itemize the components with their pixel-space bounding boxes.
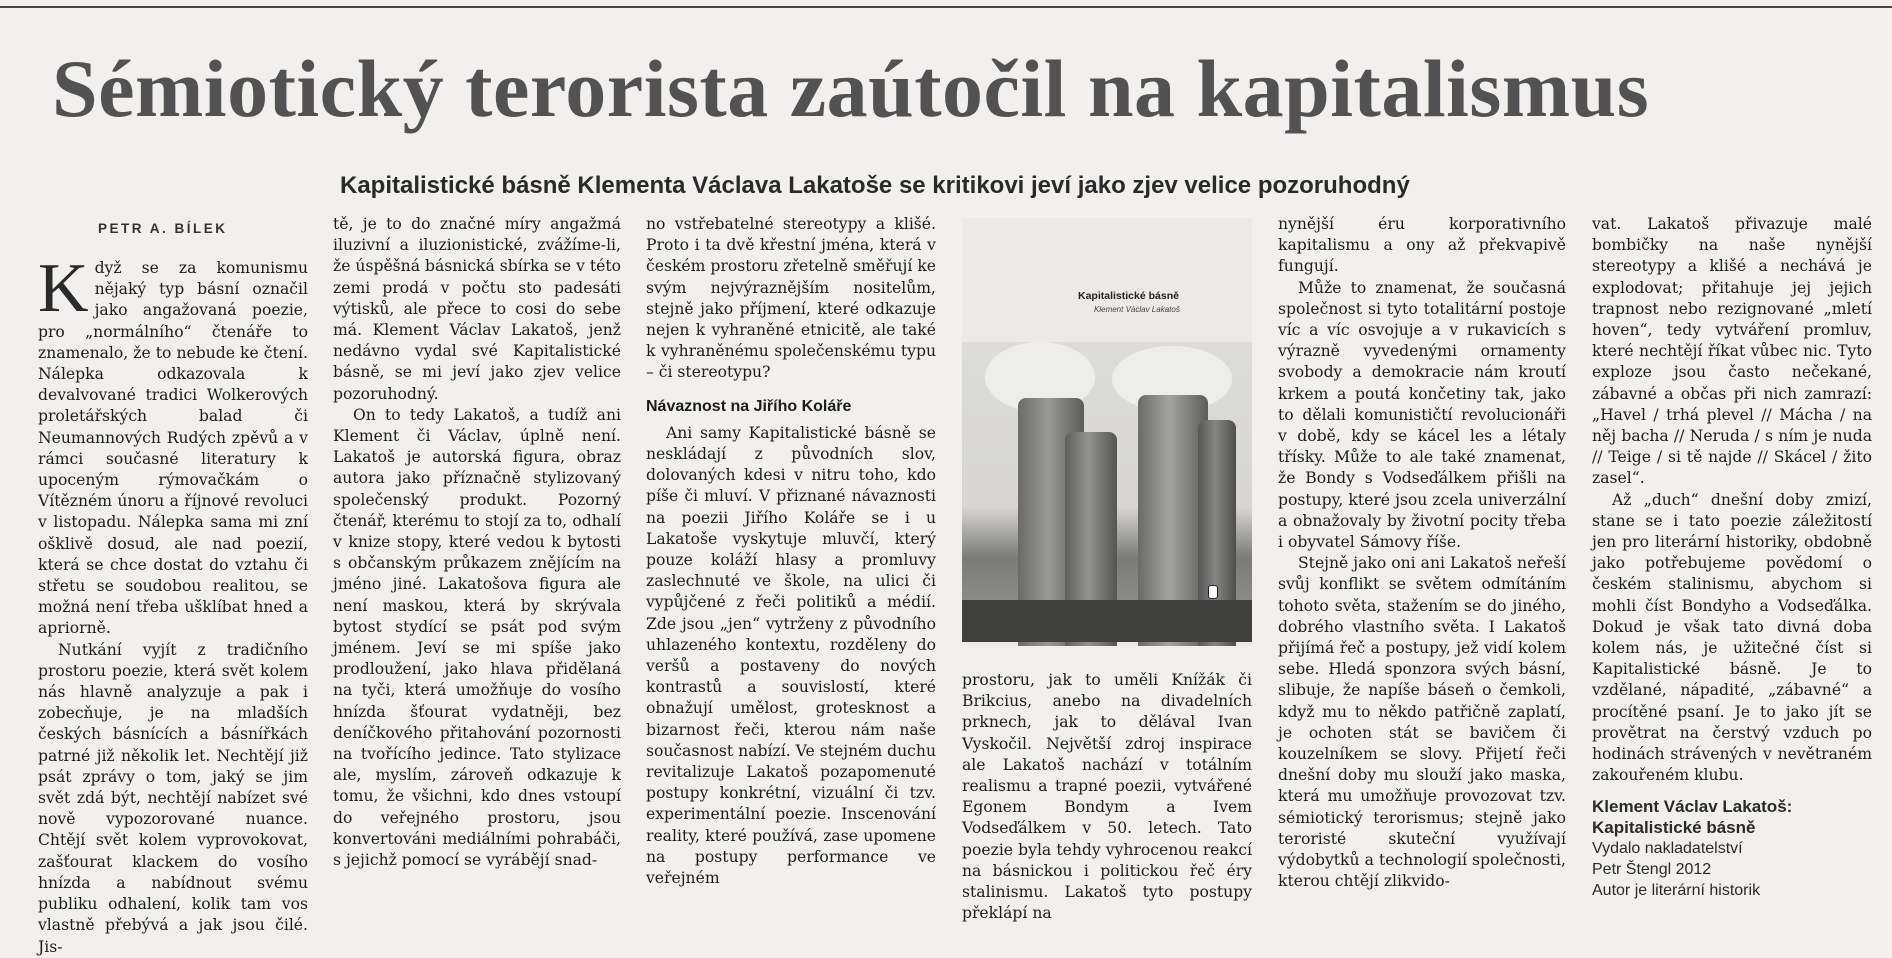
book-info-publisher-name: Petr Štengl 2012 xyxy=(1592,861,1712,878)
paragraph: no vstřebatelné stereotypy a klišé. Proto i ta dvě křestní jména, která v českém prostoru zřetelně směřují ke svým nejvýraznějším nositelům, stejně jako příjmení, které odkazuje nejen k vyhraněné etnicitě, ale také k vyhraněnému společenskému typu – či stereotypu? xyxy=(646,215,936,382)
book-cover-author: Klement Václav Lakatoš xyxy=(1094,305,1180,314)
article-column-5 xyxy=(1278,214,1566,926)
paragraph-text: dyž se za komunismu nějaký typ básní označil jako angažovaná poezie, pro „normálního“ čtenáře to znamenalo, že to nebude ke čtení. Nálepka odkazovala k devalvované tradici Wolkerových proletářských balad či Neumannových Rudých zpěvů a v rámci současné literatury k upoceným rýmovačkám o Vítězném únoru a říjnové revoluci v listopadu. Nálepka sama mi zní ošklivě dosud, ale nad poezií, která se chce dostat do vztahu či střetu se soudobou realitou, se možná není třeba ušklíbat hned a apriorně. xyxy=(38,259,308,638)
article-column-1 xyxy=(38,250,308,956)
paragraph: On to tedy Lakatoš, a tudíž ani Klement či Václav, úplně není. Lakatoš je autorská figura, obraz autora jako příznačně stylizovaný společenský produkt. Pozorný čtenář, kterému to stojí za to, odhalí v knize stopy, které vedou k bytosti s občanským průkazem znějícím na jméno jiné. Lakatošova figura ale není maskou, která by skrývala bytost stydící se psát pod svým jménem. Jeví se mi spíše jako prodloužení, jako hlava přidělaná na tyči, která umožňuje do vosího hnízda šťourat vydatněji, bez deníčkového přitahování pozornosti na tvořícího jedince. Tato stylizace ale, myslím, zároveň odkazuje k tomu, že všichni, kdo dnes vstoupí do veřejného prostoru, jsou konvertováni mediálními pohrabáči, s jejichž pomocí se vyrábějí snad- xyxy=(333,405,621,870)
book-info-box xyxy=(1592,796,1882,901)
article-column-2 xyxy=(333,214,621,926)
paragraph: tě, je to do značné míry angažmá iluzivní a iluzionistické, zvážíme-li, že úspěšná básnická sbírka se v této zemi prodá v počtu sto padesáti výtisků, ale přece to cosi do sebe má. Klement Václav Lakatoš, jenž nedávno vydal své Kapitalistické básně, se mi jeví jako zjev velice pozoruhodný. xyxy=(333,215,621,403)
subheadline: Kapitalistické básně Klementa Václava Lakatoše se kritikovi jeví jako zjev velice pozoruhodný xyxy=(340,172,1410,199)
headline: Sémiotický terorista zaútočil na kapitalismus xyxy=(52,43,1650,134)
paragraph: nynější éru korporativního kapitalismu a ony až překvapivě fungují. xyxy=(1278,215,1566,276)
paragraph: prostoru, jak to uměli Knížák či Brikcius, anebo na divadelních prknech, jak to dělával Ivan Vyskočil. Největší zdroj inspirace ale Lakatoš nachází v totálním realismu a trapné poezii, vytvářené Egonem Bondym a Ivem Vodseďálkem v 50. letech. Tato poezie byla tehdy vyhrocenou reakcí na básnickou i politickou řeč éry stalinismu. Lakatoš tyto postupy překlápí na xyxy=(962,671,1252,923)
paragraph: Nutkání vyjít z tradičního prostoru poezie, která svět kolem nás hlavně analyzuje a pak i zobecňuje, je na mladších českých básnících a básnířkách patrné již několik let. Nechtějí již psát zprávy o tom, jaký se jim svět zdá být, nechtějí nabízet své nově vypozorované nuance. Chtějí svět kolem vyprovokovat, zašťourat klackem do vosího hnízda a nabídnout svému publiku odhalení, kolik tam vos vlastně přebývá a jak jsou čilé. Jis- xyxy=(38,640,308,956)
book-info-publisher: Vydalo nakladatelství xyxy=(1592,840,1743,857)
section-heading: Návaznost na Jiřího Koláře xyxy=(646,397,852,415)
author-byline: PETR A. BÍLEK xyxy=(98,221,228,236)
paragraph: Až „duch“ dnešní doby zmizí, stane se i tato poezie záležitostí jen pro literární historiky, obdobně jako potřebujeme povědomí o českém stalinismu, abychom si mohli číst Bondyho a Vodseďálka. Dokud je však tato divná doba kolem nás, je užitečné číst si Kapitalistické básně. Je to vzdělané, nápadité, „zábavné“ a procítěné psaní. Je to jako jít se provětrat na čerstvý vzduch po hodinách strávených v nevětraném zakouřeném klubu. xyxy=(1592,490,1872,785)
book-info-title: Kapitalistické básně xyxy=(1592,818,1756,837)
article-column-4 xyxy=(962,670,1252,926)
ground xyxy=(962,600,1252,642)
paragraph: Může to znamenat, že současná společnost si tyto totalitární postoje víc a víc osvojuje a v rukavicích s výrazně vyvedenými ornamenty svobody a demokracie nám kroutí krkem a poutá končetiny tak, jako to dělali komunističtí revolucionáři v době, kdy se kácel les a létaly třísky. Může to ale také znamenat, že Bondy s Vodseďálkem přišli na postupy, které jsou zcela univerzální a obnažovaly by životní pocity třeba i obyvatel Sámovy říše. xyxy=(1278,278,1566,552)
paragraph: Ani samy Kapitalistické básně se neskládají z původních slov, dolovaných kdesi v nitru toho, kdo píše či mluví. V přiznané návaznosti na poezii Jiřího Koláře se i u Lakatoše vyskytuje mluvčí, který pouze koláží hlasy a promluvy zaslechnuté ve škole, na ulici či vypůjčené z řeči politiků a médií. Zde jsou „jen“ vytrženy z původního uhlazeného kontextu, rozděleny do veršů a postaveny do nových kontrastů a souvislostí, které obnažují umělost, grotesknost a bizarnost řeči, kterou nám naše současnost nabízí. Ve stejném duchu revitalizuje Lakatoš pozapomenuté postupy konkrétní, vizuální či tzv. experimentální poezie. Inscenování reality, které používá, zase upomene na postupy performance ve veřejném xyxy=(646,423,936,888)
book-info-author: Klement Václav Lakatoš: xyxy=(1592,797,1793,816)
paragraph: Stejně jako oni ani Lakatoš neřeší svůj konflikt se světem odmítáním tohoto světa, stažením se do jiného, dobrého vlastního světa. I Lakatoš přijímá řeč a postupy, jež vidí kolem sebe. Hledá sponzora svých básní, slibuje, že napíše báseň o čemkoli, když mu to někdo patřičně zaplatí, je ochoten stát se bavičem či kouzelníkem se slovy. Přijetí řeči dnešní doby mu slouží jako maska, která mu umožňuje provozovat tzv. sémiotický terorismus; stejně jako teroristé skuteční využívají výdobytků a technologií společnosti, kterou chtějí zlikvido- xyxy=(1278,554,1566,891)
drop-cap: K xyxy=(38,250,89,327)
publisher-logo-icon xyxy=(1208,585,1218,599)
top-rule xyxy=(0,6,1892,8)
book-info-about-author: Autor je literární historik xyxy=(1592,882,1761,899)
article-column-3 xyxy=(646,214,936,926)
paragraph xyxy=(38,250,308,640)
book-cover-title: Kapitalistické básně xyxy=(1078,290,1179,302)
paragraph: vat. Lakatoš přivazuje malé bombičky na naše nynější stereotypy a klišé a nechává je explodovat; přitahuje jej jejich trapnost nebo rezignované „mletí hoven“, tedy vytváření promluv, které nechtějí říkat vůbec nic. Tyto exploze jsou často nečekané, zábavné a občas při nich zamrazí: „Havel / trhá plevel // Mácha / na něj bacha // Neruda / s ním je nuda // Teige / si tě najde // Skácel / žito zasel“. xyxy=(1592,215,1872,488)
